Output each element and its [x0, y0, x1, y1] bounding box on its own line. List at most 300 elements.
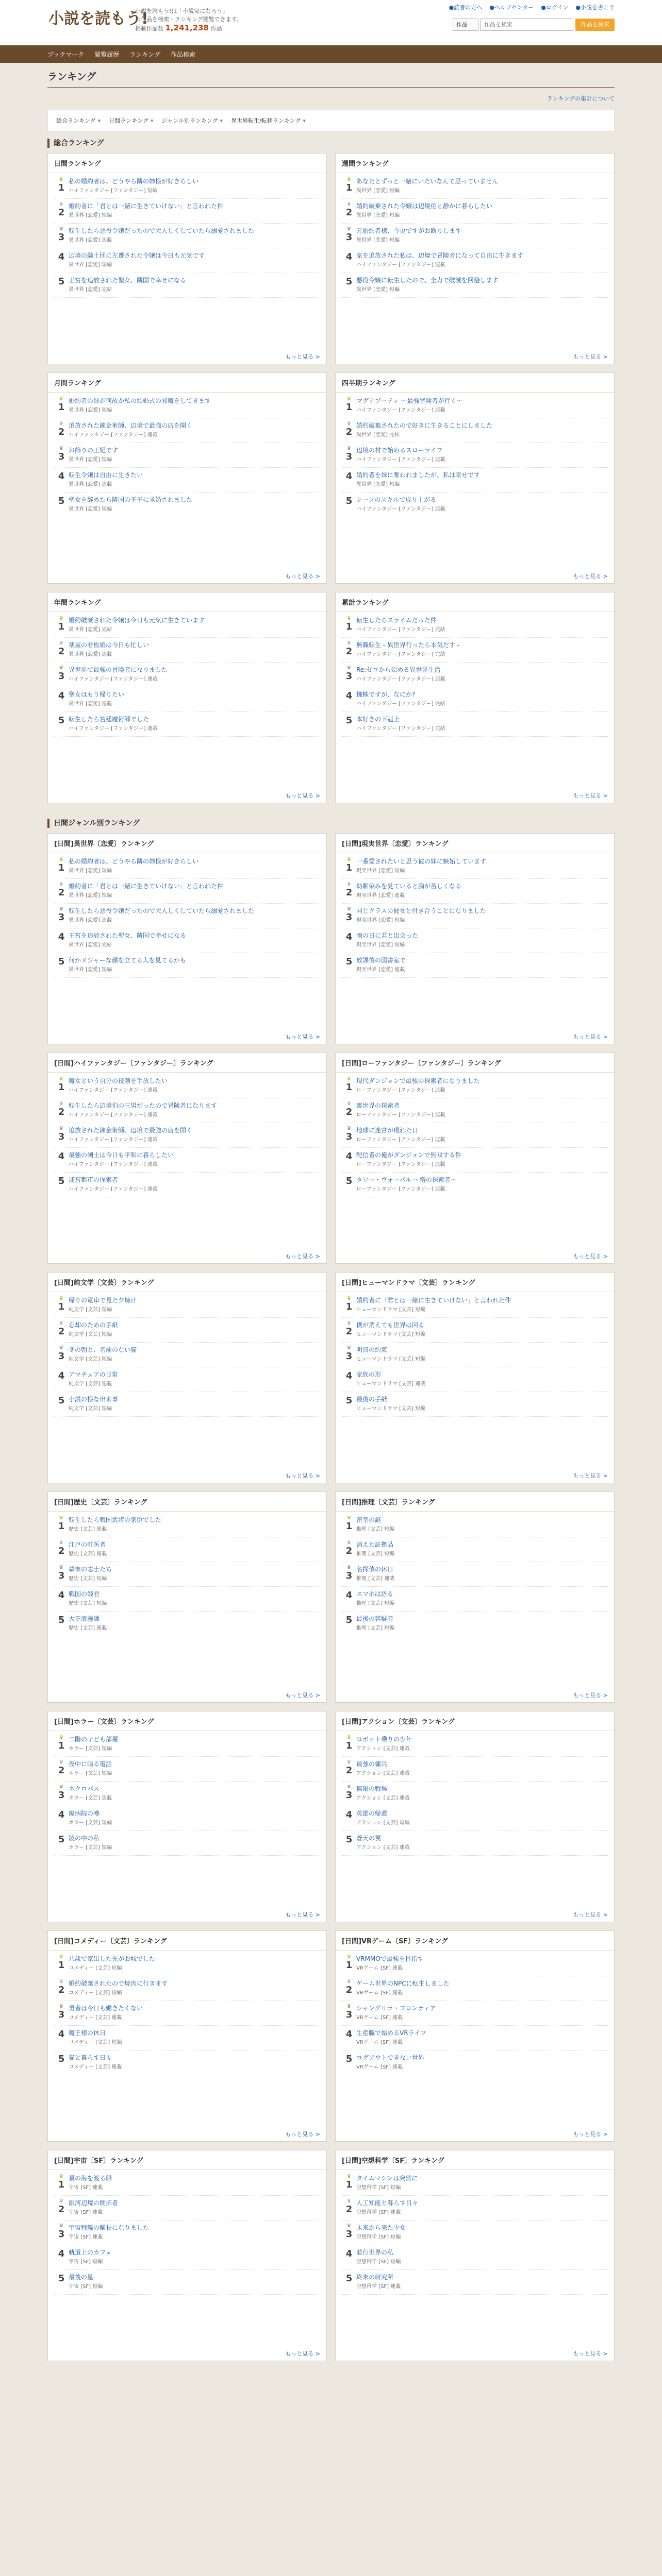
header-link-help[interactable]: ●ヘルプセンター — [489, 4, 534, 11]
ranking-item-body — [69, 1979, 320, 1997]
work-title-link[interactable]: 消えた証拠品 — [356, 1541, 394, 1548]
work-meta: 宇宙 [SF] 連載 — [69, 2185, 103, 2191]
crown-icon: ♛ — [59, 1759, 64, 1765]
ranking-item — [54, 443, 320, 468]
work-title-link[interactable]: 戦国の姫君 — [69, 1590, 100, 1598]
work-meta: 異世界 [恋愛] 短編 — [356, 287, 400, 293]
ranking-item-body — [356, 1395, 608, 1413]
work-title-link[interactable]: 追放された錬金術師、辺境で最強の店を開く — [69, 422, 193, 429]
work-title-link[interactable]: 婚約者の姉が何故か私の結婚式の邪魔をしてきます — [69, 397, 211, 404]
rank-number: 4 — [58, 1151, 65, 1162]
search-button[interactable]: 作品を検索 — [575, 19, 615, 31]
ranking-item-body — [356, 1176, 608, 1194]
crown-icon: ♛ — [59, 177, 64, 182]
rank-number: 5 — [345, 2054, 353, 2064]
ranking-card-title: [日間]ホラー〔文芸〕ランキング — [48, 1711, 326, 1731]
work-meta: アクション [文芸] 連載 — [356, 1795, 410, 1801]
work-title-link[interactable]: 転生したら悪役令嬢だったので大人しくしていたら溺愛されました — [69, 907, 255, 914]
work-title-link[interactable]: 蜘蛛ですが、なにか? — [356, 691, 416, 698]
work-count — [135, 24, 242, 33]
rank-badge — [342, 1077, 356, 1095]
ranking-item — [54, 663, 320, 687]
ranking-item — [54, 1123, 320, 1148]
work-title-link[interactable]: 英雄の帰還 — [356, 1810, 388, 1817]
tab-genre[interactable]: ジャンル別ランキング ▾ — [161, 116, 223, 125]
tab-daily[interactable]: 日間ランキング ▾ — [109, 116, 153, 125]
work-title-link[interactable]: 一番愛されたいと思う彼の妹に嫉妬しています — [356, 858, 487, 865]
rank-number: 4 — [58, 1809, 65, 1820]
work-title-link[interactable]: 星の海を渡る船 — [69, 2175, 112, 2182]
ranking-item-body — [69, 931, 320, 950]
ranking-item — [54, 1074, 320, 1098]
rank-number: 1 — [58, 2179, 65, 2190]
ranking-item-body — [69, 202, 320, 220]
rank-number: 5 — [345, 1834, 353, 1845]
rank-number: 1 — [345, 1082, 353, 1093]
work-title-link[interactable]: 転生したら辺境伯の三男だったので冒険者になります — [69, 1102, 218, 1109]
crown-icon: ♛ — [346, 1784, 352, 1790]
work-title-link[interactable]: 終末の研究所 — [356, 2274, 394, 2281]
work-title-link[interactable]: 迷宮都市の探索者 — [69, 1176, 119, 1183]
work-meta: VRゲーム [SF] 連載 — [356, 2064, 403, 2070]
ranking-item — [342, 2171, 608, 2196]
ranking-item — [342, 1806, 608, 1831]
rank-badge — [342, 2004, 356, 2022]
work-title-link[interactable]: 銀河辺境の開拓者 — [69, 2199, 119, 2207]
work-title-link[interactable]: 並行世界の私 — [356, 2249, 394, 2256]
search-input[interactable] — [481, 19, 573, 31]
work-title-link[interactable]: 何かメジャーな顔を立てる人を見てるかも — [69, 957, 186, 964]
rank-badge — [342, 446, 356, 464]
work-title-link[interactable]: 同じクラスの彼女と付き合うことになりました — [356, 907, 486, 914]
work-title-link[interactable]: アマチュアの日常 — [69, 1371, 118, 1378]
work-title-link[interactable]: 聖女はもう帰りたい — [69, 691, 125, 698]
rank-number: 4 — [345, 690, 353, 701]
work-title-link[interactable]: 大正浪漫譚 — [69, 1615, 100, 1622]
work-title-link[interactable]: 名探偵の休日 — [356, 1566, 394, 1573]
work-title-link[interactable]: 生産職で始めるVRライフ — [356, 2029, 426, 2037]
ranking-item — [54, 394, 320, 418]
ranking-item-body — [69, 1955, 320, 1973]
work-title-link[interactable]: 婚約者に「君とは一緒に生きていけない」と言われた件 — [69, 202, 224, 210]
work-title-link[interactable]: 勇者は今日も働きたくない — [69, 2005, 143, 2012]
rank-badge — [342, 715, 356, 733]
ranking-list — [48, 853, 326, 979]
work-title-link[interactable]: 家を追放された私は、辺境で冒険者になって自由に生きます — [356, 252, 524, 259]
rank-badge — [342, 1540, 356, 1558]
work-title-link[interactable]: 人工知能と暮らす日々 — [356, 2199, 419, 2207]
more-link[interactable]: もっと見る > — [285, 792, 320, 799]
more-link[interactable]: もっと見る > — [285, 2350, 320, 2357]
work-title-link[interactable]: 転生令嬢は自由に生きたい — [69, 471, 143, 479]
header-link-login[interactable]: ●ログイン — [541, 4, 569, 11]
work-title-link[interactable]: あなたとずっと一緒にいたいなんて思っていません — [356, 178, 499, 185]
more-link[interactable]: もっと見る > — [573, 2131, 608, 2138]
work-meta: 異世界 [恋愛] 連載 — [69, 482, 112, 487]
crown-icon: ♛ — [346, 446, 352, 451]
rank-badge — [54, 1101, 69, 1120]
work-meta: 異世界 [恋愛] 短編 — [69, 967, 112, 973]
ranking-item — [342, 1976, 608, 2001]
ranking-item — [342, 1782, 608, 1806]
rank-badge — [54, 907, 69, 925]
more-link[interactable]: もっと見る > — [573, 1911, 608, 1918]
work-title-link[interactable]: スマホは語る — [356, 1590, 393, 1598]
rank-number: 2 — [58, 2204, 65, 2215]
more-link[interactable]: もっと見る > — [285, 1692, 320, 1699]
work-title-link[interactable]: 幕末の志士たち — [69, 1566, 112, 1573]
ranking-card-title: 四半期ランキング — [336, 373, 614, 393]
work-title-link[interactable]: 冬の朝と、名前のない猫 — [69, 1346, 137, 1353]
work-title-link[interactable]: 婚約者に「君とは一緒に生きていけない」と言われた件 — [69, 883, 224, 890]
more-link[interactable]: もっと見る > — [573, 1692, 608, 1699]
ranking-item — [54, 248, 320, 273]
work-title-link[interactable]: 幼馴染みを見ていると胸が苦しくなる — [356, 883, 462, 890]
rank-number: 4 — [345, 1590, 353, 1601]
work-title-link[interactable]: 忘却のための手紙 — [69, 1321, 119, 1329]
more-link[interactable]: もっと見る > — [573, 1033, 608, 1040]
ranking-item — [342, 663, 608, 687]
work-title-link[interactable]: 家族の形 — [356, 1371, 382, 1378]
site-logo[interactable] — [47, 3, 148, 32]
ranking-card-title: [日間]ローファンタジー〔ファンタジー〕ランキング — [336, 1053, 614, 1073]
work-title-link[interactable]: シーフのスキルで成り上がる — [356, 496, 437, 503]
work-title-link[interactable]: 軌道上のカフェ — [69, 2249, 112, 2256]
work-title-link[interactable]: 魔女という自分の役割を手放したい — [69, 1077, 168, 1084]
ranking-item — [342, 2221, 608, 2245]
ranking-item-body — [69, 177, 320, 195]
work-title-link[interactable]: 二階の子ども部屋 — [69, 1736, 119, 1743]
work-title-link[interactable]: マグナブーティ 〜最強冒険者が行く〜 — [356, 397, 463, 404]
more-link[interactable]: もっと見る > — [573, 2350, 608, 2357]
work-title-link[interactable]: 婚約破棄された令嬢は今日も元気に生きています — [69, 617, 205, 624]
work-meta: ホラー [文芸] 連載 — [69, 1795, 112, 1801]
work-title-link[interactable]: 転生したらスライムだった件 — [356, 617, 437, 624]
ranking-item — [342, 1952, 608, 1976]
ranking-item-body — [356, 1101, 608, 1120]
nav-history[interactable]: 閲覧履歴 — [94, 50, 120, 58]
ranking-card-title: [日間]アクション〔文芸〕ランキング — [336, 1711, 614, 1731]
rank-number: 3 — [58, 2229, 65, 2240]
rank-badge — [54, 641, 69, 659]
ranking-card — [335, 2150, 615, 2361]
ranking-card-title: 年間ランキング — [48, 592, 326, 612]
work-title-link[interactable]: 八歳で家出した先がお城でした — [69, 1955, 156, 1962]
ranking-help-link[interactable]: ランキングの集計について — [547, 95, 615, 102]
more-link[interactable]: もっと見る > — [573, 1472, 608, 1479]
rank-badge — [54, 1176, 69, 1194]
more-link[interactable]: もっと見る > — [573, 353, 608, 360]
crown-icon: ♛ — [59, 906, 64, 912]
work-title-link[interactable]: シャングリラ・フロンティア — [356, 2005, 436, 2012]
more-link[interactable]: もっと見る > — [573, 573, 608, 580]
ranking-item-body — [356, 1516, 608, 1534]
ranking-item-body — [69, 1760, 320, 1778]
page-title: ランキング — [47, 63, 615, 88]
rank-number: 5 — [345, 1615, 353, 1625]
work-title-link[interactable]: 悪役令嬢に転生したので、全力で破滅を回避します — [356, 277, 499, 284]
more-link[interactable]: もっと見る > — [285, 1911, 320, 1918]
work-title-link[interactable]: 聖女を辞めたら隣国の王子に求婚されました — [69, 496, 193, 503]
ranking-item-body — [356, 496, 608, 514]
nav-bookmark[interactable]: ブックマーク — [47, 50, 85, 58]
ranking-item — [342, 1392, 608, 1417]
work-meta: 純文学 [文芸] 短編 — [69, 1332, 112, 1337]
work-meta: 推理 [文芸] 連載 — [356, 1576, 395, 1582]
more-link[interactable]: もっと見る > — [285, 1472, 320, 1479]
ranking-item — [54, 687, 320, 712]
more-link[interactable]: もっと見る > — [573, 792, 608, 799]
work-title-link[interactable]: 小説の様な出来事 — [69, 1396, 119, 1403]
work-title-link[interactable]: 夜中に鳴る電話 — [69, 1760, 112, 1768]
ranking-item-body — [69, 1516, 320, 1534]
work-meta: ハイファンタジー [ファンタジー] 連載 — [356, 506, 445, 512]
ranking-item — [342, 248, 608, 273]
ranking-item — [54, 1806, 320, 1831]
work-title-link[interactable]: 裏世界の探索者 — [356, 1102, 400, 1109]
count-value: 1,241,238 — [165, 23, 209, 32]
nav-search[interactable]: 作品検索 — [170, 50, 195, 58]
work-meta: 歴史 [文芸] 短編 — [69, 1576, 107, 1582]
work-title-link[interactable]: 私の婚約者は、どうやら隣の姉様が好きらしい — [69, 858, 199, 865]
more-link[interactable]: もっと見る > — [285, 1253, 320, 1260]
work-meta: 異世界 [恋愛] 連載 — [69, 918, 112, 923]
work-title-link[interactable]: 追放された錬金術師、辺境で最強の店を開く — [69, 1127, 193, 1134]
work-title-link[interactable]: 転生したら悪役令嬢だったので大人しくしていたら溺愛されました — [69, 227, 255, 234]
ranking-item-body — [69, 251, 320, 269]
ranking-item-body — [356, 397, 608, 415]
rank-number: 5 — [345, 956, 353, 967]
work-meta: ホラー [文芸] 短編 — [69, 1845, 112, 1851]
rank-number: 4 — [345, 931, 353, 942]
ranking-item-body — [69, 1809, 320, 1827]
work-meta: ヒューマンドラマ [文芸] 連載 — [356, 1381, 426, 1387]
ranking-list — [48, 1951, 326, 2076]
rank-badge — [54, 1321, 69, 1339]
work-title-link[interactable]: 明日の約束 — [356, 1346, 388, 1353]
work-title-link[interactable]: 配信者の俺がダンジョンで無双する件 — [356, 1151, 461, 1159]
work-title-link[interactable]: 転生したら戦国武将の家臣でした — [69, 1516, 162, 1523]
work-title-link[interactable]: 江戸の町医者 — [69, 1541, 106, 1548]
work-meta: ハイファンタジー [ファンタジー] 連載 — [356, 676, 445, 682]
work-meta: ヒューマンドラマ [文芸] 短編 — [356, 1357, 426, 1362]
ranking-card-title: [日間]純文学〔文芸〕ランキング — [48, 1273, 326, 1292]
header-link-write[interactable]: ●小説を書こう — [575, 4, 615, 11]
ranking-card — [47, 1930, 327, 2142]
ranking-item — [342, 2245, 608, 2270]
ranking-item-body — [356, 1615, 608, 1633]
more-link[interactable]: もっと見る > — [285, 573, 320, 580]
ranking-item-body — [356, 276, 608, 294]
rank-badge — [342, 2029, 356, 2047]
ranking-item — [342, 2270, 608, 2295]
ranking-list — [48, 1073, 326, 1198]
work-title-link[interactable]: Re:ゼロから始める異世界生活 — [356, 666, 441, 673]
work-meta: 現実世界 [恋愛] 短編 — [356, 942, 405, 948]
work-title-link[interactable]: 婚約者に「君とは一緒に生きていけない」と言われた件 — [356, 1297, 511, 1304]
crown-icon: ♛ — [59, 1296, 64, 1301]
work-meta: 異世界 [恋愛] 完結 — [69, 627, 112, 633]
ranking-item — [342, 1513, 608, 1537]
ranking-item-body — [356, 1540, 608, 1558]
rank-badge — [342, 857, 356, 875]
work-title-link[interactable]: 本好きの下剋上 — [356, 716, 400, 723]
work-title-link[interactable]: 地球に迷宮が現れた日 — [356, 1127, 419, 1134]
work-title-link[interactable]: 僕が消えても世界は回る — [356, 1321, 425, 1329]
work-title-link[interactable]: 無職転生 - 異世界行ったら本気だす - — [356, 641, 460, 649]
ranking-item — [54, 2171, 320, 2196]
work-title-link[interactable]: 密室の謎 — [356, 1516, 382, 1523]
rank-badge — [54, 446, 69, 464]
work-title-link[interactable]: 雨の日に君と出会った — [356, 932, 419, 939]
rank-number: 4 — [345, 1370, 353, 1381]
ranking-item-body — [356, 1955, 608, 1973]
rank-number: 2 — [58, 1546, 65, 1556]
rank-badge — [54, 1809, 69, 1827]
work-title-link[interactable]: 転生したら宮廷魔術師でした — [69, 716, 150, 723]
work-title-link[interactable]: 異世界で最強の冒険者になりました — [69, 666, 168, 673]
rank-badge — [342, 1321, 356, 1339]
rank-badge — [342, 227, 356, 245]
ranking-item-body — [69, 616, 320, 634]
work-meta: VRゲーム [SF] 連載 — [356, 2040, 403, 2045]
rank-number: 3 — [345, 1131, 353, 1142]
tab-overall[interactable]: 総合ランキング ▾ — [56, 116, 101, 125]
work-title-link[interactable]: 猫と暮らす日々 — [69, 2054, 112, 2061]
work-title-link[interactable]: 無限の戦場 — [356, 1785, 388, 1792]
ranking-card-title: [日間]コメディー〔文芸〕ランキング — [48, 1931, 326, 1951]
ranking-item-body — [356, 1809, 608, 1827]
ranking-item — [342, 1367, 608, 1392]
work-title-link[interactable]: 蒼天の翼 — [356, 1835, 382, 1842]
work-title-link[interactable]: 最強の傭兵 — [356, 1760, 388, 1768]
rank-number: 2 — [345, 207, 353, 218]
work-title-link[interactable]: 婚約者を妹に奪われましたが、私は幸せです — [356, 471, 481, 479]
ranking-item — [342, 1123, 608, 1148]
work-title-link[interactable]: ログアウトできない世界 — [356, 2054, 425, 2061]
ranking-list — [336, 1292, 614, 1418]
ranking-item — [54, 1562, 320, 1587]
work-title-link[interactable]: 元婚約者様、今更ですがお断りします — [356, 227, 462, 234]
ranking-item — [54, 1831, 320, 1856]
work-title-link[interactable]: 鏡の中の私 — [69, 1835, 100, 1842]
rank-badge — [342, 2248, 356, 2266]
rank-number: 5 — [345, 276, 353, 287]
search-type-select[interactable]: 作品 — [453, 19, 478, 31]
work-title-link[interactable]: 婚約破棄されたので好きに生きることにしました — [356, 422, 493, 429]
work-title-link[interactable]: ロボット乗りの少年 — [356, 1736, 412, 1743]
ranking-item — [342, 174, 608, 199]
header-link-readers[interactable]: ●読者の方へ — [449, 4, 483, 11]
work-title-link[interactable]: 最後の星 — [69, 2274, 94, 2281]
ranking-item — [54, 174, 320, 199]
rank-badge — [54, 2174, 69, 2192]
rank-number: 2 — [58, 1765, 65, 1776]
work-title-link[interactable]: 最後の容疑者 — [356, 1615, 394, 1622]
ranking-item — [342, 468, 608, 493]
ranking-item-body — [356, 2248, 608, 2266]
work-title-link[interactable]: 帰りの電車で見た夕焼け — [69, 1297, 137, 1304]
more-link[interactable]: もっと見る > — [285, 353, 320, 360]
work-title-link[interactable]: 魔王様の休日 — [69, 2029, 106, 2037]
ranking-card-title: [日間]VRゲーム〔SF〕ランキング — [336, 1931, 614, 1951]
ranking-item — [54, 2245, 320, 2270]
work-title-link[interactable]: お飾りの王妃です — [69, 447, 119, 454]
rank-badge — [54, 1785, 69, 1803]
work-title-link[interactable]: 最後の手紙 — [356, 1396, 388, 1403]
work-meta: VRゲーム [SF] 連載 — [356, 1990, 403, 1996]
work-title-link[interactable]: 薬屋の看板娘は今日も忙しい — [69, 641, 150, 649]
ranking-card — [335, 1492, 615, 1703]
more-link[interactable]: もっと見る > — [285, 1033, 320, 1040]
rank-number: 2 — [345, 1107, 353, 1117]
ranking-item-body — [356, 715, 608, 733]
crown-icon: ♛ — [346, 396, 352, 402]
work-title-link[interactable]: 現代ダンジョンで最強の探索者になりました — [356, 1077, 480, 1084]
ranking-item-body — [356, 616, 608, 634]
work-title-link[interactable]: タワー・ヴォーパル 〜塔の探索者〜 — [356, 1176, 457, 1183]
work-title-link[interactable]: VRMMOで最強を目指す — [356, 1955, 424, 1962]
work-title-link[interactable]: ネクロパス — [69, 1785, 100, 1792]
work-title-link[interactable]: 婚約破棄されたので焼肉に行きます — [69, 1980, 168, 1987]
ranking-item-body — [356, 1590, 608, 1608]
crown-icon: ♛ — [59, 882, 64, 887]
work-title-link[interactable]: 廃病院の噂 — [69, 1810, 100, 1817]
rank-badge — [342, 421, 356, 439]
rank-number: 3 — [58, 1351, 65, 1362]
work-title-link[interactable]: 王宮を追放された聖女、隣国で幸せになる — [69, 277, 187, 284]
rank-number: 2 — [345, 1326, 353, 1337]
rank-number: 3 — [58, 671, 65, 682]
rank-number: 5 — [58, 1176, 65, 1187]
rank-number: 3 — [345, 451, 353, 462]
work-title-link[interactable]: 宇宙戦艦の艦長になりました — [69, 2224, 150, 2231]
work-title-link[interactable]: 辺境の村で始めるスローライフ — [356, 447, 443, 454]
work-meta: アクション [文芸] 連載 — [356, 1845, 410, 1851]
more-link[interactable]: もっと見る > — [285, 2131, 320, 2138]
work-meta: ハイファンタジー [ファンタジー] 連載 — [69, 1112, 158, 1118]
work-meta: 歴史 [文芸] 短編 — [69, 1601, 107, 1606]
work-title-link[interactable]: 私の婚約者は、どうやら隣の姉様が好きらしい — [69, 178, 199, 185]
ranking-item-body — [69, 1077, 320, 1095]
work-title-link[interactable]: 王宮を追放された聖女、隣国で幸せになる — [69, 932, 187, 939]
work-title-link[interactable]: 最強の剣士は今日も平和に暮らしたい — [69, 1151, 174, 1159]
rank-number: 4 — [345, 471, 353, 482]
nav-ranking[interactable]: ランキング — [129, 50, 160, 58]
work-meta: ハイファンタジー [ファンタジー] 連載 — [69, 1162, 158, 1167]
rank-number: 2 — [58, 1326, 65, 1337]
work-title-link[interactable]: タイムマシンは突然に — [356, 2175, 418, 2182]
work-meta: 歴史 [文芸] 連載 — [69, 1625, 107, 1631]
ranking-item — [342, 273, 608, 298]
work-title-link[interactable]: ゲーム世界のNPCに転生しました — [356, 1980, 450, 1987]
more-link[interactable]: もっと見る > — [573, 1253, 608, 1260]
rank-number: 5 — [345, 1395, 353, 1406]
ranking-item — [54, 1976, 320, 2001]
rank-number: 4 — [345, 2029, 353, 2040]
work-title-link[interactable]: 未来から来た少女 — [356, 2224, 406, 2231]
ranking-item-body — [69, 496, 320, 514]
crown-icon: ♛ — [59, 1784, 64, 1790]
rank-number: 1 — [58, 862, 65, 873]
work-title-link[interactable]: 放課後の図書室で — [356, 957, 406, 964]
work-meta: ハイファンタジー [ファンタジー] 連載 — [69, 1137, 158, 1143]
tab-isekai[interactable]: 異世界転生/転移ランキング ▾ — [231, 116, 306, 125]
work-title-link[interactable]: 婚約破棄された令嬢は辺境伯と静かに暮らしたい — [356, 202, 493, 210]
work-title-link[interactable]: 辺境の騎士団に左遷された令嬢は今日も元気です — [69, 252, 205, 259]
ranking-item-body — [356, 1296, 608, 1314]
crown-icon: ♛ — [59, 1320, 64, 1326]
